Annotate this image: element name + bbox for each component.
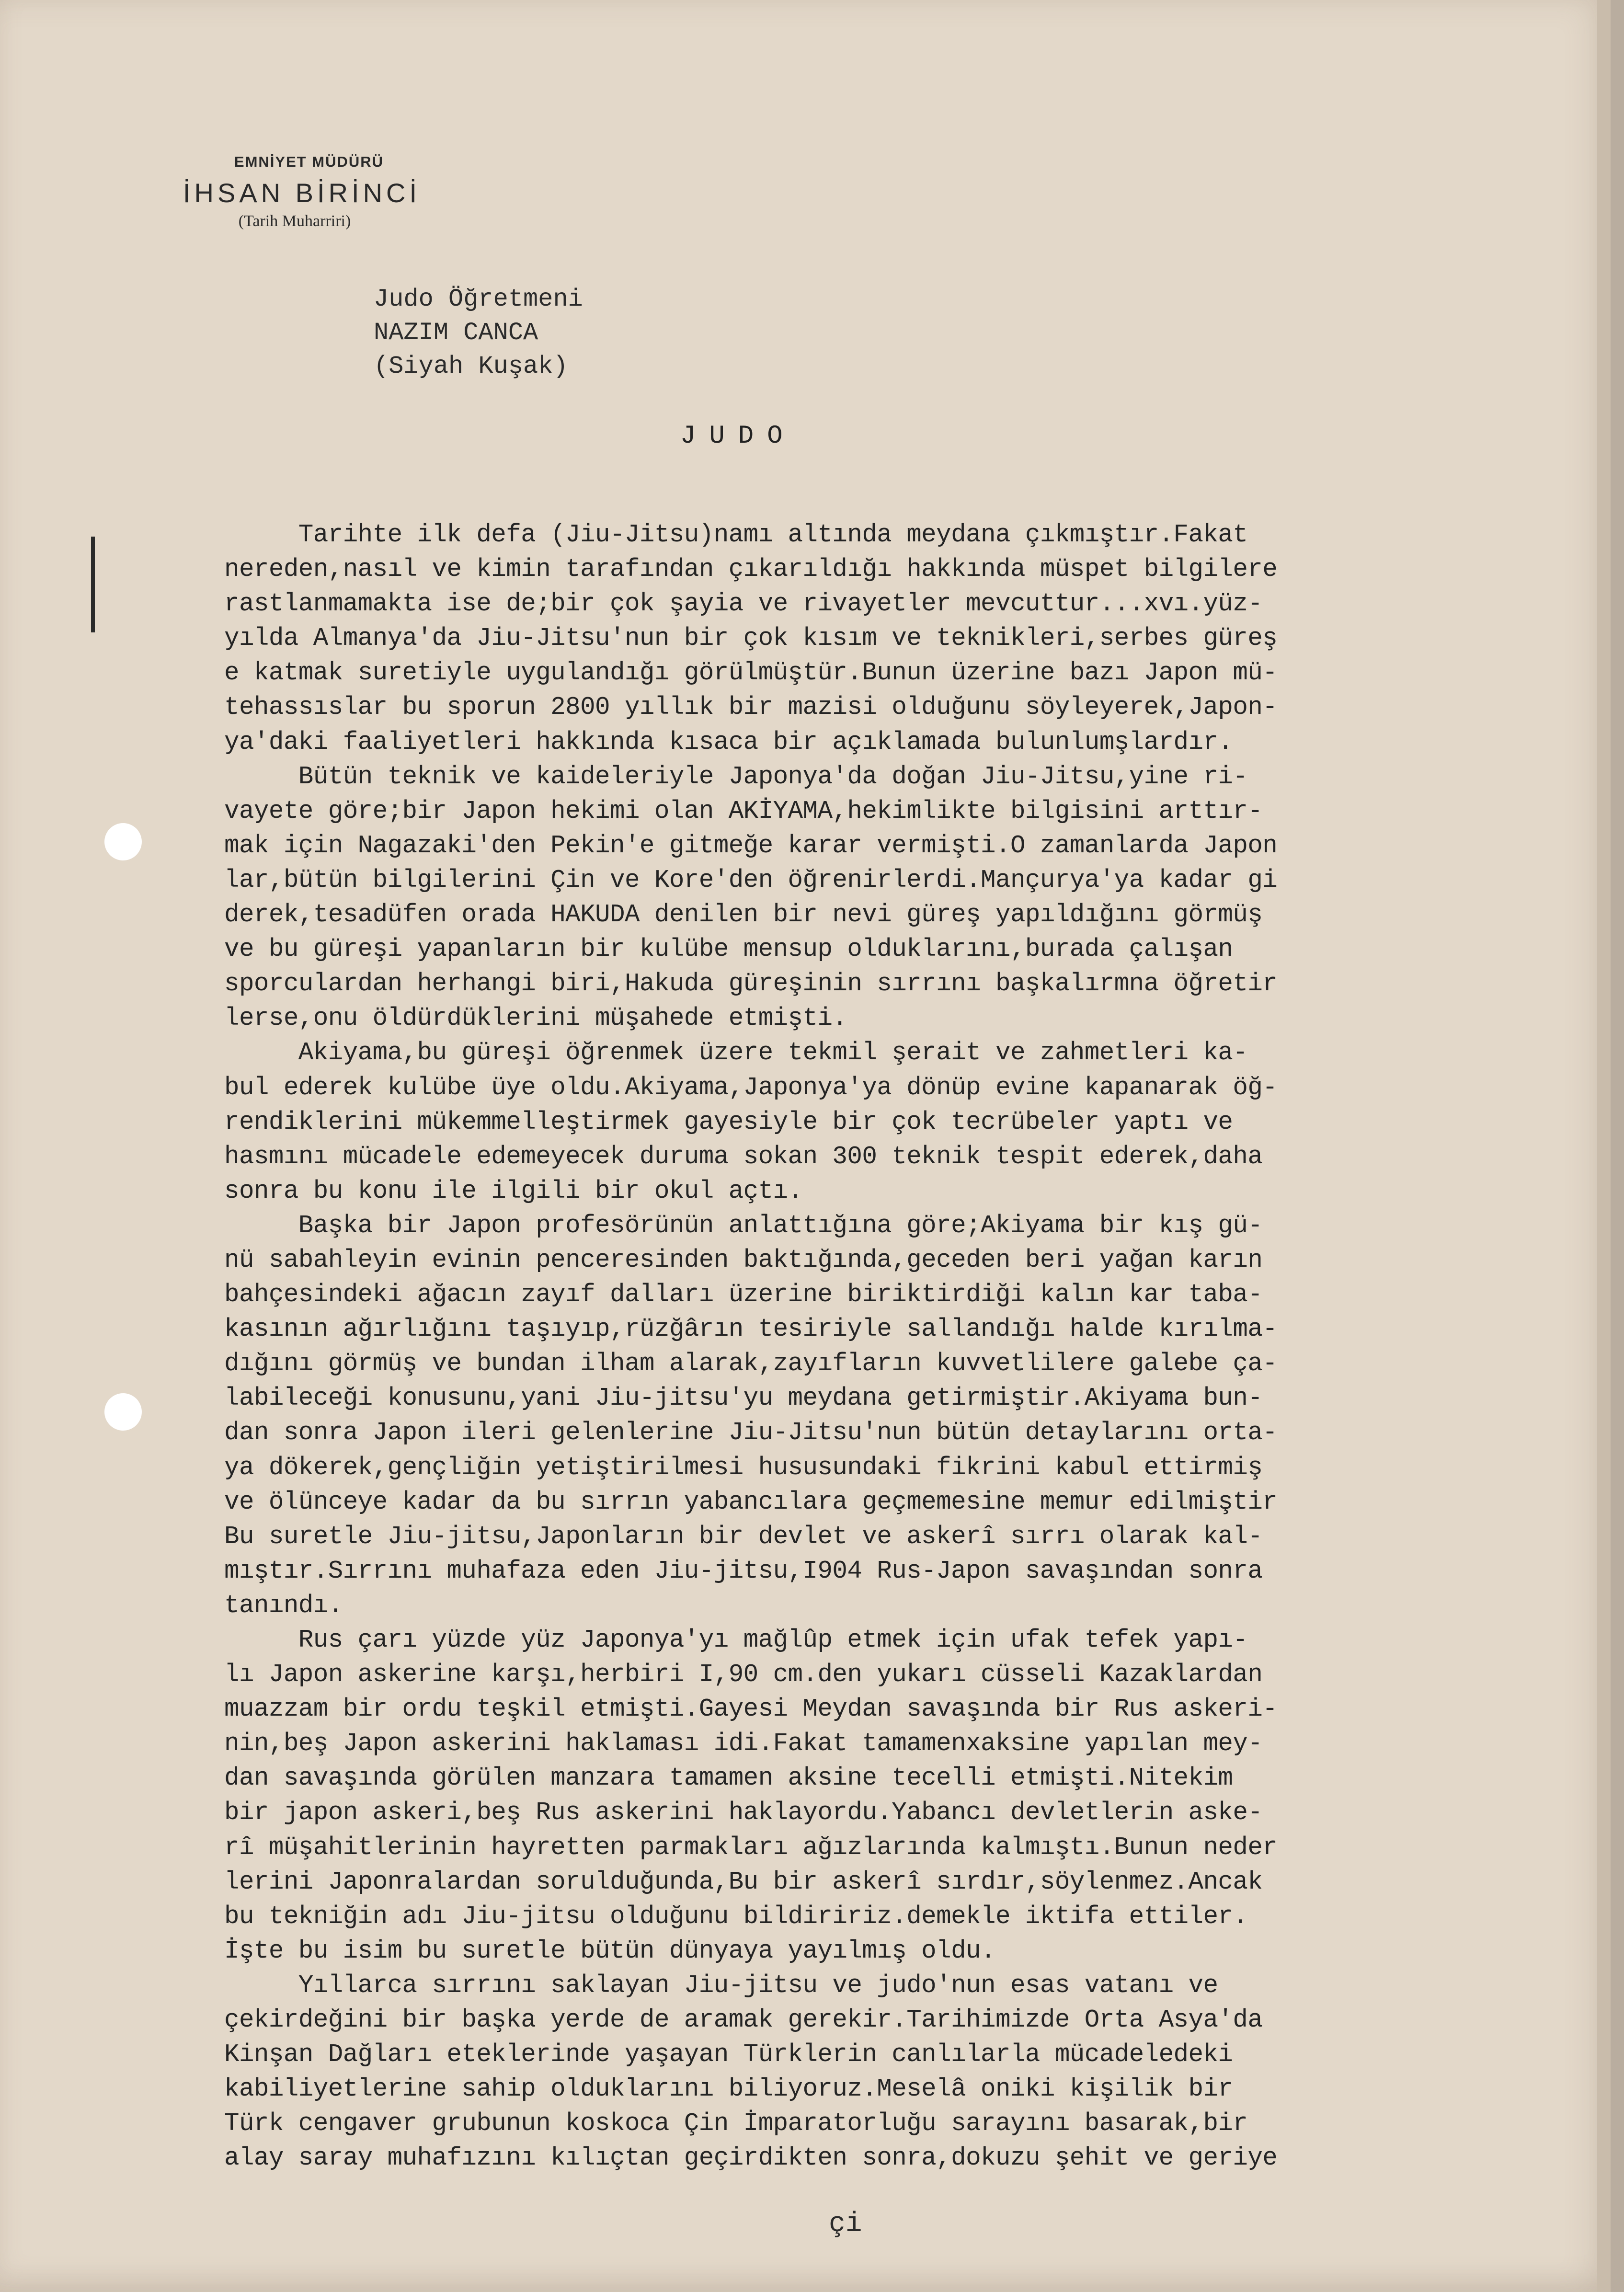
addressee-line: (Siyah Kuşak) [374, 352, 568, 380]
text-line: alay saray muhafızını kılıçtan geçirdikten sonra,dokuzu şehit ve geriye [224, 2143, 1278, 2173]
text-line: tanındı. [224, 1591, 343, 1620]
addressee-line: NAZIM CANCA [374, 319, 538, 347]
text-line: labileceği konusunu,yani Jiu-jitsu'yu meydana getirmiştir.Akiyama bun- [224, 1384, 1263, 1413]
text-line: Bu suretle Jiu-jitsu,Japonların bir devlet ve askerî sırrı olarak kal- [224, 1522, 1263, 1551]
text-line: kabiliyetlerine sahip olduklarını biliyoruz.Meselâ oniki kişilik bir [224, 2074, 1233, 2104]
text-line: Başka bir Japon profesörünün anlattığına göre;Akiyama bir kış gü- [224, 1211, 1263, 1240]
punch-hole [104, 1393, 142, 1431]
document-title: JUDO [680, 422, 796, 451]
addressee-line: Judo Öğretmeni [374, 285, 583, 313]
paper-edge [1597, 0, 1611, 2292]
letterhead [158, 153, 446, 230]
text-line: muazzam bir ordu teşkil etmişti.Gayesi Meydan savaşında bir Rus askeri- [224, 1695, 1278, 1724]
text-line: tehassıslar bu sporun 2800 yıllık bir mazisi olduğunu söyleyerek,Japon- [224, 693, 1278, 722]
page-number: çi [829, 2209, 862, 2240]
letterhead-role: EMNİYET MÜDÜRÜ [234, 153, 384, 170]
text-line: mak için Nagazaki'den Pekin'e gitmeğe karar vermişti.O zamanlarda Japon [224, 831, 1278, 860]
text-line: lı Japon askerine karşı,herbiri I,90 cm.den yukarı cüsseli Kazaklardan [224, 1660, 1263, 1689]
text-line: dan sonra Japon ileri gelenlerine Jiu-Jitsu'nun bütün detaylarını orta- [224, 1418, 1278, 1447]
text-line: mıştır.Sırrını muhafaza eden Jiu-jitsu,I904 Rus-Japon savaşından sonra [224, 1556, 1263, 1585]
text-line: Kinşan Dağları eteklerinde yaşayan Türklerin canlılarla mücadeledeki [224, 2040, 1233, 2069]
text-line: Tarihte ilk defa (Jiu-Jitsu)namı altında meydana çıkmıştır.Fakat [224, 520, 1248, 549]
text-line: rendiklerini mükemmelleştirmek gayesiyle bir çok tecrübeler yaptı ve [224, 1107, 1233, 1136]
text-line: vayete göre;bir Japon hekimi olan AKİYAMA,hekimlikte bilgisini arttır- [224, 796, 1263, 825]
text-line: nin,beş Japon askerini haklaması idi.Fakat tamamenxaksine yapılan mey- [224, 1729, 1263, 1758]
text-line: sonra bu konu ile ilgili bir okul açtı. [224, 1176, 803, 1205]
text-line: bir japon askeri,beş Rus askerini haklayordu.Yabancı devletlerin aske- [224, 1798, 1263, 1827]
text-line: Türk cengaver grubunun koskoca Çin İmparatorluğu sarayını basarak,bir [224, 2109, 1248, 2138]
margin-mark [91, 537, 95, 632]
text-line: ve ölünceye kadar da bu sırrın yabancılara geçmemesine memur edilmiştir [224, 1487, 1278, 1516]
text-line: ya'daki faaliyetleri hakkında kısaca bir açıklamada bulunlumşlardır. [224, 727, 1233, 756]
text-line: ya dökerek,gençliğin yetiştirilmesi hususundaki fikrini kabul ettirmiş [224, 1453, 1263, 1482]
text-line: dan savaşında görülen manzara tamamen aksine tecelli etmişti.Nitekim [224, 1764, 1233, 1793]
text-line: sporculardan herhangi biri,Hakuda güreşinin sırrını başkalırmna öğretir [224, 969, 1278, 998]
text-line: nereden,nasıl ve kimin tarafından çıkarıldığı hakkında müspet bilgilere [224, 555, 1278, 584]
text-line: Akiyama,bu güreşi öğrenmek üzere tekmil şerait ve zahmetleri ka- [224, 1038, 1248, 1067]
text-line: lar,bütün bilgilerini Çin ve Kore'den öğrenirlerdi.Mançurya'ya kadar gi [224, 865, 1278, 894]
text-line: ve bu güreşi yapanların bir kulübe mensup olduklarını,burada çalışan [224, 935, 1233, 964]
addressee-block [374, 283, 583, 383]
punch-hole [104, 823, 142, 860]
letterhead-subtitle: (Tarih Muharriri) [238, 212, 351, 230]
text-line: bu tekniğin adı Jiu-jitsu olduğunu bildiririz.demekle iktifa ettiler. [224, 1902, 1248, 1931]
text-line: rî müşahitlerinin hayretten parmakları ağızlarında kalmıştı.Bunun neder [224, 1833, 1278, 1862]
text-line: hasmını mücadele edemeyecek duruma sokan 300 teknik tespit ederek,daha [224, 1142, 1263, 1171]
text-line: Yıllarca sırrını saklayan Jiu-jitsu ve judo'nun esas vatanı ve [224, 1971, 1218, 2000]
letterhead-name: İHSAN BİRİNCİ [183, 178, 421, 208]
text-line: rastlanmamakta ise de;bir çok şayia ve rivayetler mevcuttur...xvı.yüz- [224, 589, 1263, 619]
text-line: Bütün teknik ve kaideleriyle Japonya'da doğan Jiu-Jitsu,yine ri- [224, 762, 1248, 791]
text-line: nü sabahleyin evinin penceresinden baktığında,geceden beri yağan karın [224, 1245, 1263, 1274]
text-line: kasının ağırlığını taşıyıp,rüzğârın tesiriyle sallandığı halde kırılma- [224, 1315, 1278, 1344]
body-text [224, 517, 1277, 2176]
text-line: dığını görmüş ve bundan ilham alarak,zayıfların kuvvetlilere galebe ça- [224, 1349, 1278, 1378]
text-line: Rus çarı yüzde yüz Japonya'yı mağlûp etmek için ufak tefek yapı- [224, 1626, 1248, 1654]
text-line: yılda Almanya'da Jiu-Jitsu'nun bir çok kısım ve teknikleri,serbes güreş [224, 624, 1278, 653]
text-line: çekirdeğini bir başka yerde de aramak gerekir.Tarihimizde Orta Asya'da [224, 2006, 1263, 2035]
text-line: bahçesindeki ağacın zayıf dalları üzerine biriktirdiği kalın kar taba- [224, 1280, 1263, 1309]
text-line: bul ederek kulübe üye oldu.Akiyama,Japonya'ya dönüp evine kapanarak öğ- [224, 1073, 1278, 1102]
text-line: e katmak suretiyle uygulandığı görülmüştür.Bunun üzerine bazı Japon mü- [224, 658, 1278, 688]
text-line: lerini Japonralardan sorulduğunda,Bu bir askerî sırdır,söylenmez.Ancak [224, 1867, 1263, 1896]
text-line: derek,tesadüfen orada HAKUDA denilen bir nevi güreş yapıldığını görmüş [224, 900, 1263, 929]
text-line: lerse,onu öldürdüklerini müşahede etmişti. [224, 1004, 847, 1033]
text-line: İşte bu isim bu suretle bütün dünyaya yayılmış oldu. [224, 1936, 995, 1965]
